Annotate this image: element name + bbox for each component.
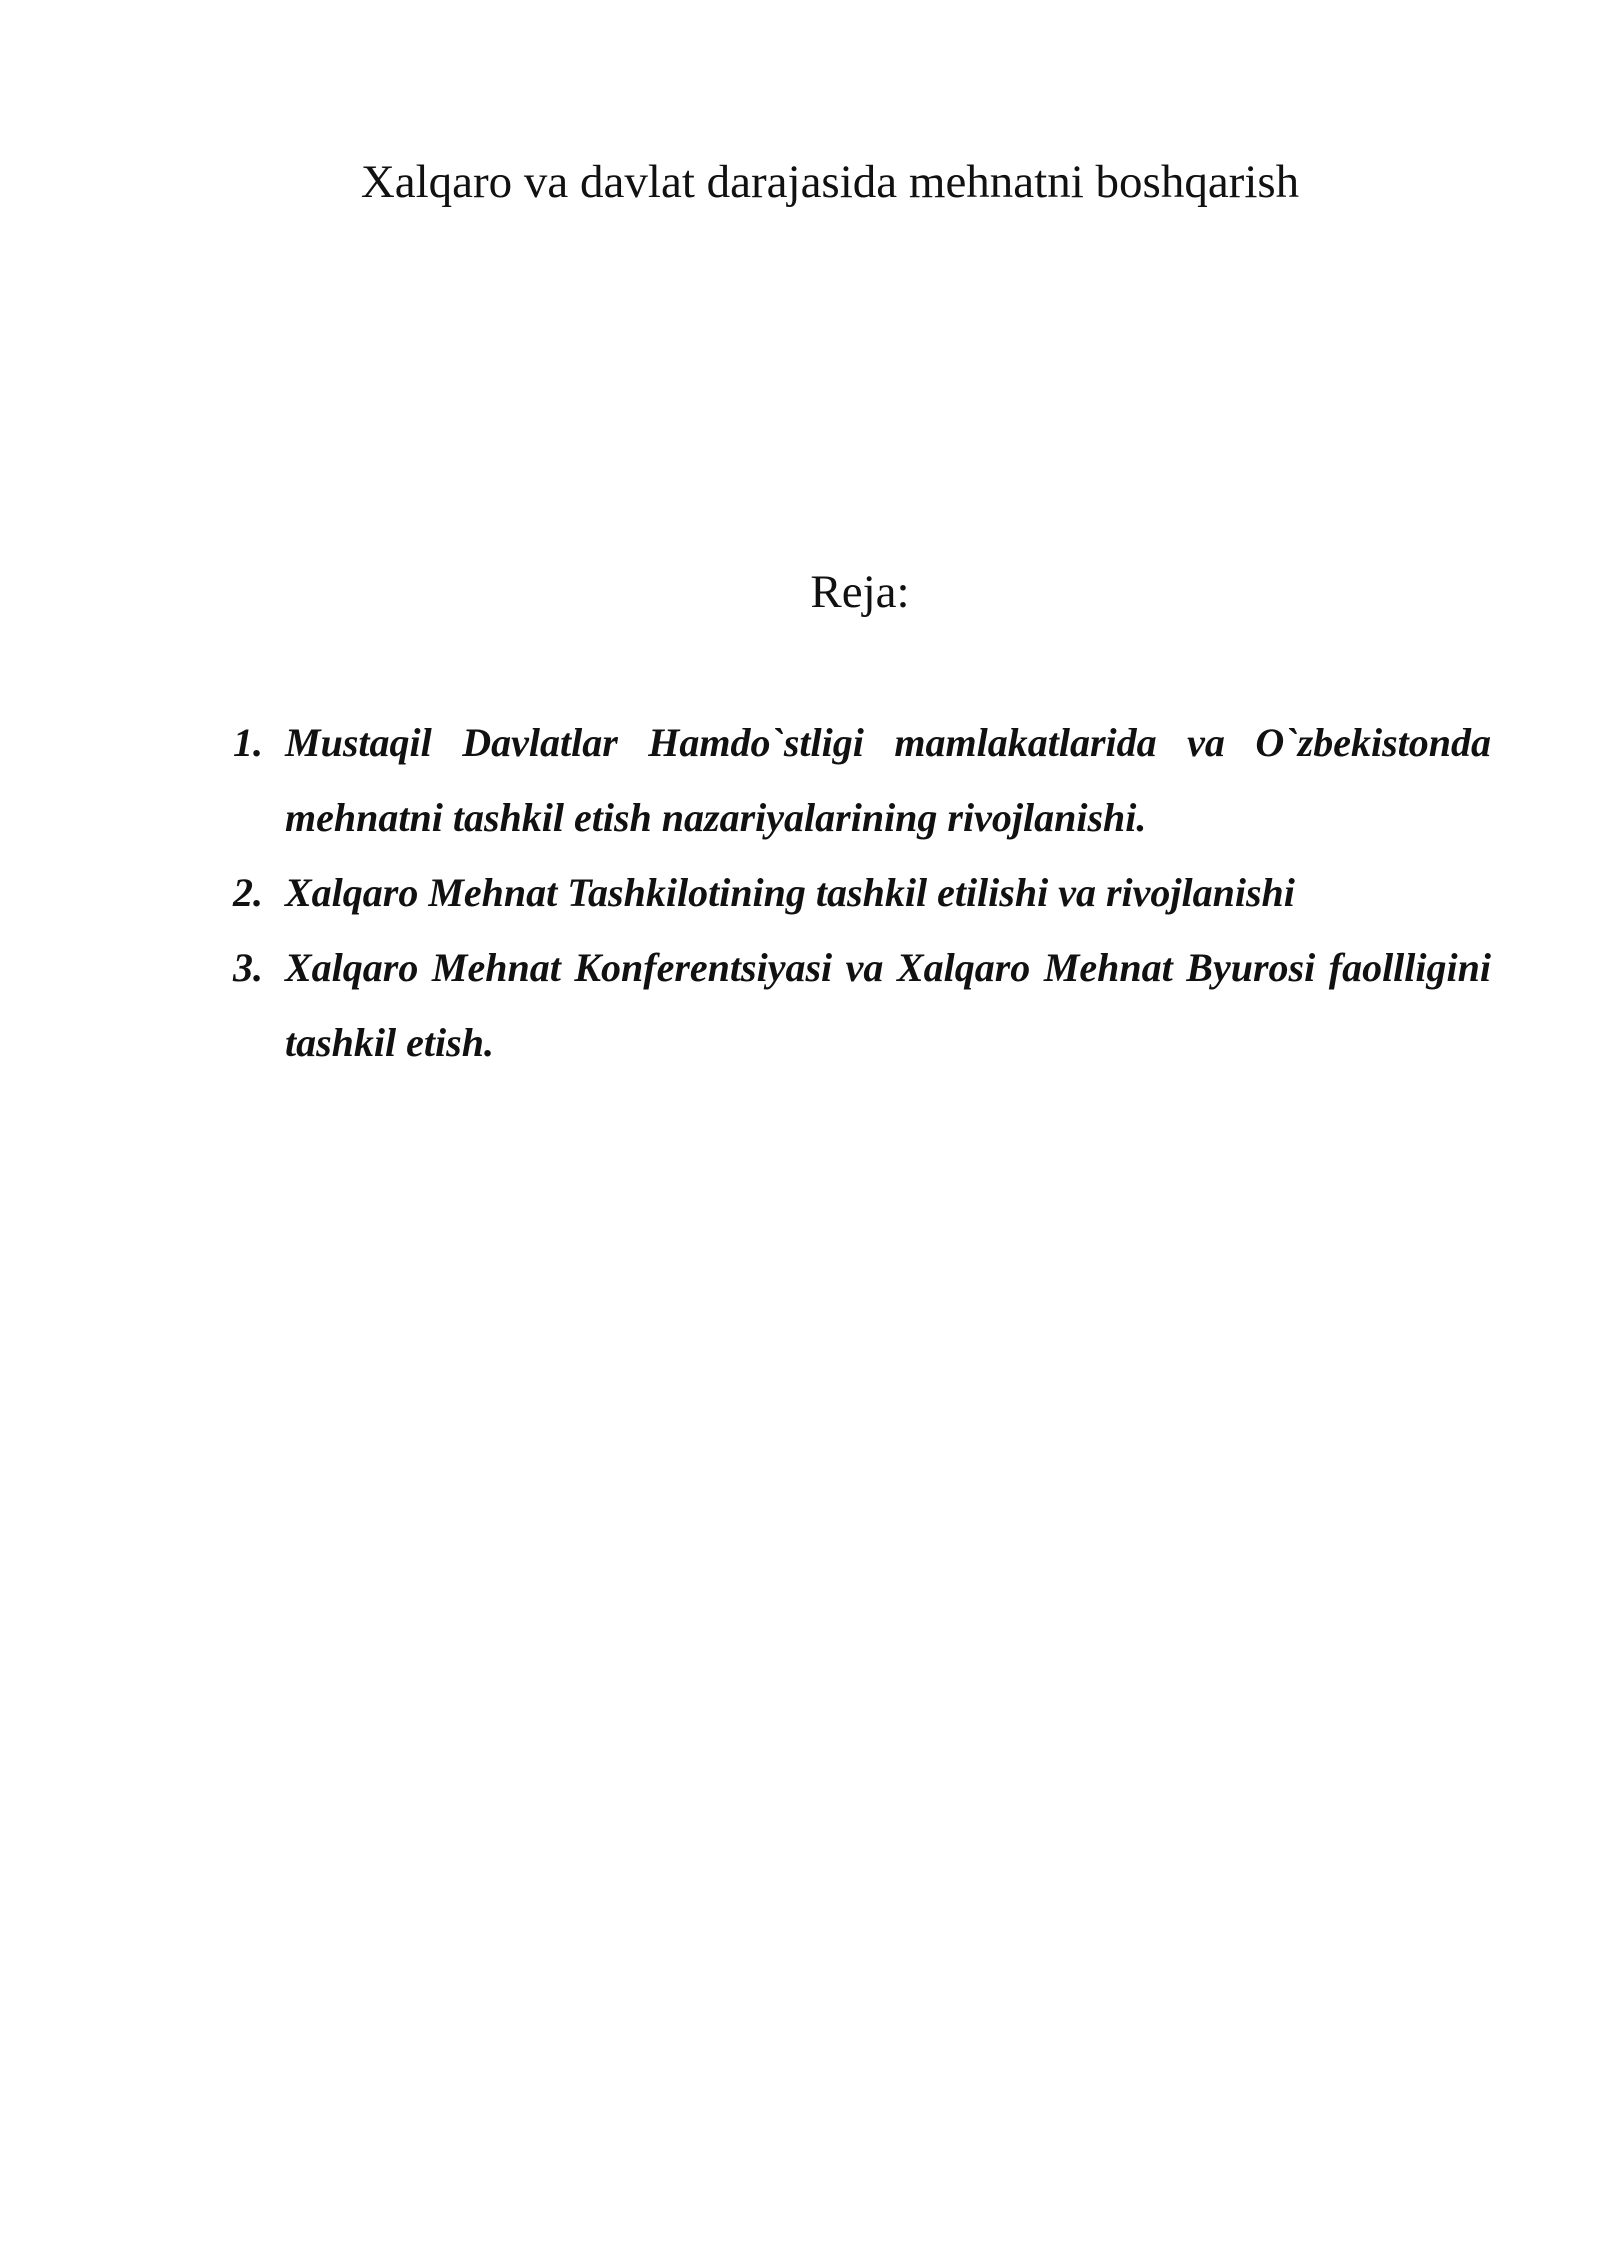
plan-item-text: Mustaqil Davlatlar Hamdo`stligi mamlakatlarida va O`zbekistonda mehnatni tashkil etish nazariyalarining rivojlanishi. [285, 720, 1491, 840]
plan-item-1 [233, 705, 1491, 855]
plan-list [233, 705, 1491, 1080]
plan-item-number: 2. [233, 870, 263, 915]
plan-item-number: 3. [233, 945, 263, 990]
plan-item-number: 1. [233, 720, 263, 765]
plan-item-text: Xalqaro Mehnat Konferentsiyasi va Xalqaro Mehnat Byurosi faollligini tashkil etish. [285, 945, 1491, 1065]
plan-heading: Reja: [810, 566, 910, 618]
plan-item-3 [233, 930, 1491, 1080]
plan-item-text: Xalqaro Mehnat Tashkilotining tashkil etilishi va rivojlanishi [285, 870, 1295, 915]
document-title: Xalqaro va davlat darajasida mehnatni boshqarish [360, 156, 1300, 208]
plan-item-2 [233, 855, 1491, 930]
